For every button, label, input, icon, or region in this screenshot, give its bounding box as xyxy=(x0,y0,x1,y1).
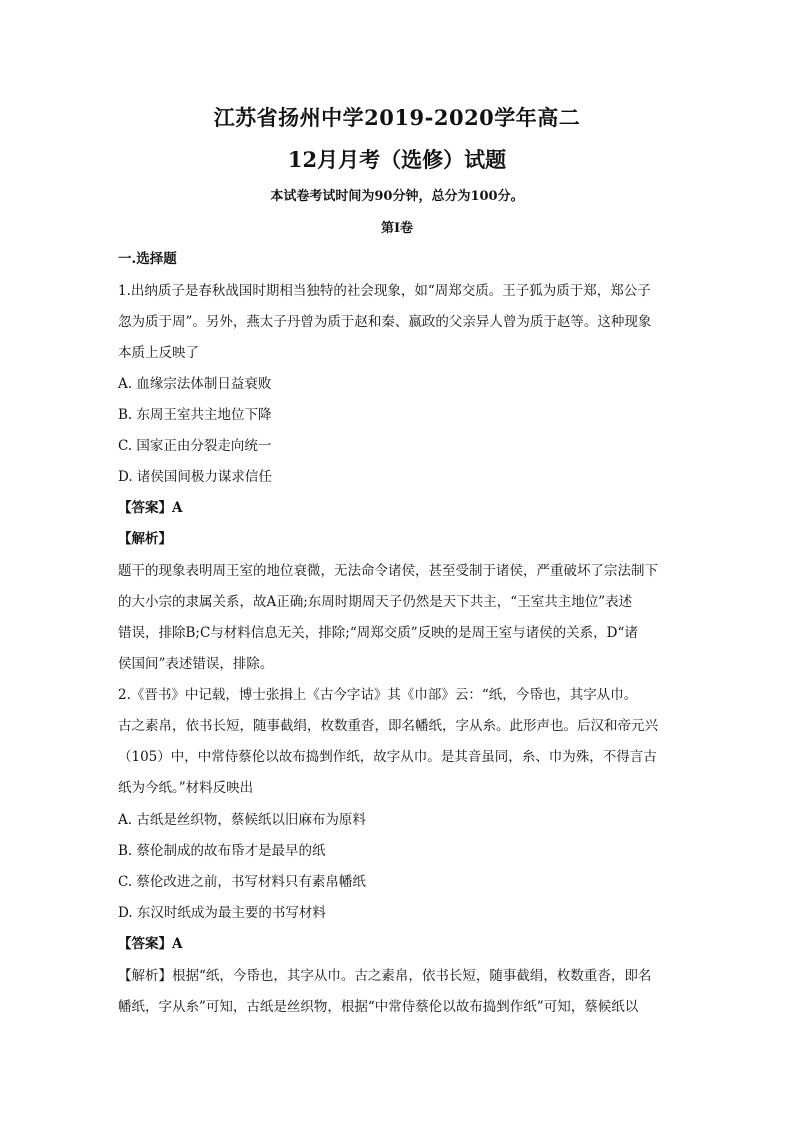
q1-analysis-label: 【解析】 xyxy=(118,531,172,547)
q1-option-d: D. 诸侯国间极力谋求信任 xyxy=(118,469,272,485)
exam-title-line1: 江苏省扬州中学2019-2020学年高二 xyxy=(213,105,581,130)
q2-option-b: B. 蔡伦制成的故布帋才是最早的纸 xyxy=(118,843,326,859)
q1-analysis-line: 错误，排除B;C与材料信息无关，排除;“周郑交质”反映的是周王室与诸侯的关系，D“诸 xyxy=(118,625,638,641)
q2-option-d: D. 东汉时纸成为最主要的书写材料 xyxy=(118,905,326,921)
q2-stem-line: 2.《晋书》中记载，博士张揖上《古今字诂》其《巾部》云：“纸，今帋也，其字从巾。 xyxy=(118,687,638,703)
q1-analysis-line: 侯国间”表述错误，排除。 xyxy=(118,656,274,672)
q1-option-c: C. 国家正由分裂走向统一 xyxy=(118,438,272,454)
section-heading: 一.选择题 xyxy=(118,251,177,267)
exam-time-note: 本试卷考试时间为90分钟，总分为100分。 xyxy=(270,189,524,204)
q2-analysis-line: 【解析】根据“纸，今帋也，其字从巾。古之素帛，依书长短，随事截绢，枚数重沓，即名 xyxy=(118,968,652,984)
q2-stem-line: 纸为今纸。”材料反映出 xyxy=(118,780,254,796)
q2-stem-line: （105）中，中常侍蔡伦以故布捣剉作纸，故字从巾。是其音虽同，糸、巾为殊，不得言古 xyxy=(118,749,657,765)
q2-answer: 【答案】A xyxy=(118,936,183,952)
q2-stem-line: 古之素帛，依书长短，随事截绢，枚数重沓，即名幡纸，字从糸。此形声也。后汉和帝元兴 xyxy=(118,718,658,734)
q1-stem-line: 本质上反映了 xyxy=(118,345,199,361)
q2-option-a: A. 古纸是丝织物，蔡候纸以旧麻布为原料 xyxy=(118,812,366,828)
q1-option-a: A. 血缘宗法体制日益衰败 xyxy=(118,376,272,392)
q1-analysis-line: 题干的现象表明周王室的地位衰微，无法命令诸侯，甚至受制于诸侯，严重破坏了宗法制下 xyxy=(118,563,658,579)
q1-stem-line: 1.出纳质子是春秋战国时期相当独特的社会现象，如“周郑交质。王子狐为质于郑，郑公子 xyxy=(118,283,651,299)
q1-answer: 【答案】A xyxy=(118,500,183,516)
volume-label: 第Ⅰ卷 xyxy=(380,221,414,236)
exam-title-line2: 12月月考（选修）试题 xyxy=(287,147,507,172)
q2-option-c: C. 蔡伦改进之前，书写材料只有素帛幡纸 xyxy=(118,874,366,890)
q1-stem-line: 忽为质于周”。另外，燕太子丹曾为质于赵和秦、嬴政的父亲异人曾为质于赵等。这种现象 xyxy=(118,314,652,330)
q1-analysis-line: 的大小宗的隶属关系，故A正确;东周时期周天子仍然是天下共主，“王室共主地位”表述 xyxy=(118,594,633,610)
q2-analysis-line: 幡纸，字从糸”可知，古纸是丝织物，根据“中常侍蔡伦以故布捣剉作纸”可知，蔡候纸以 xyxy=(118,999,639,1015)
q1-option-b: B. 东周王室共主地位下降 xyxy=(118,407,272,423)
